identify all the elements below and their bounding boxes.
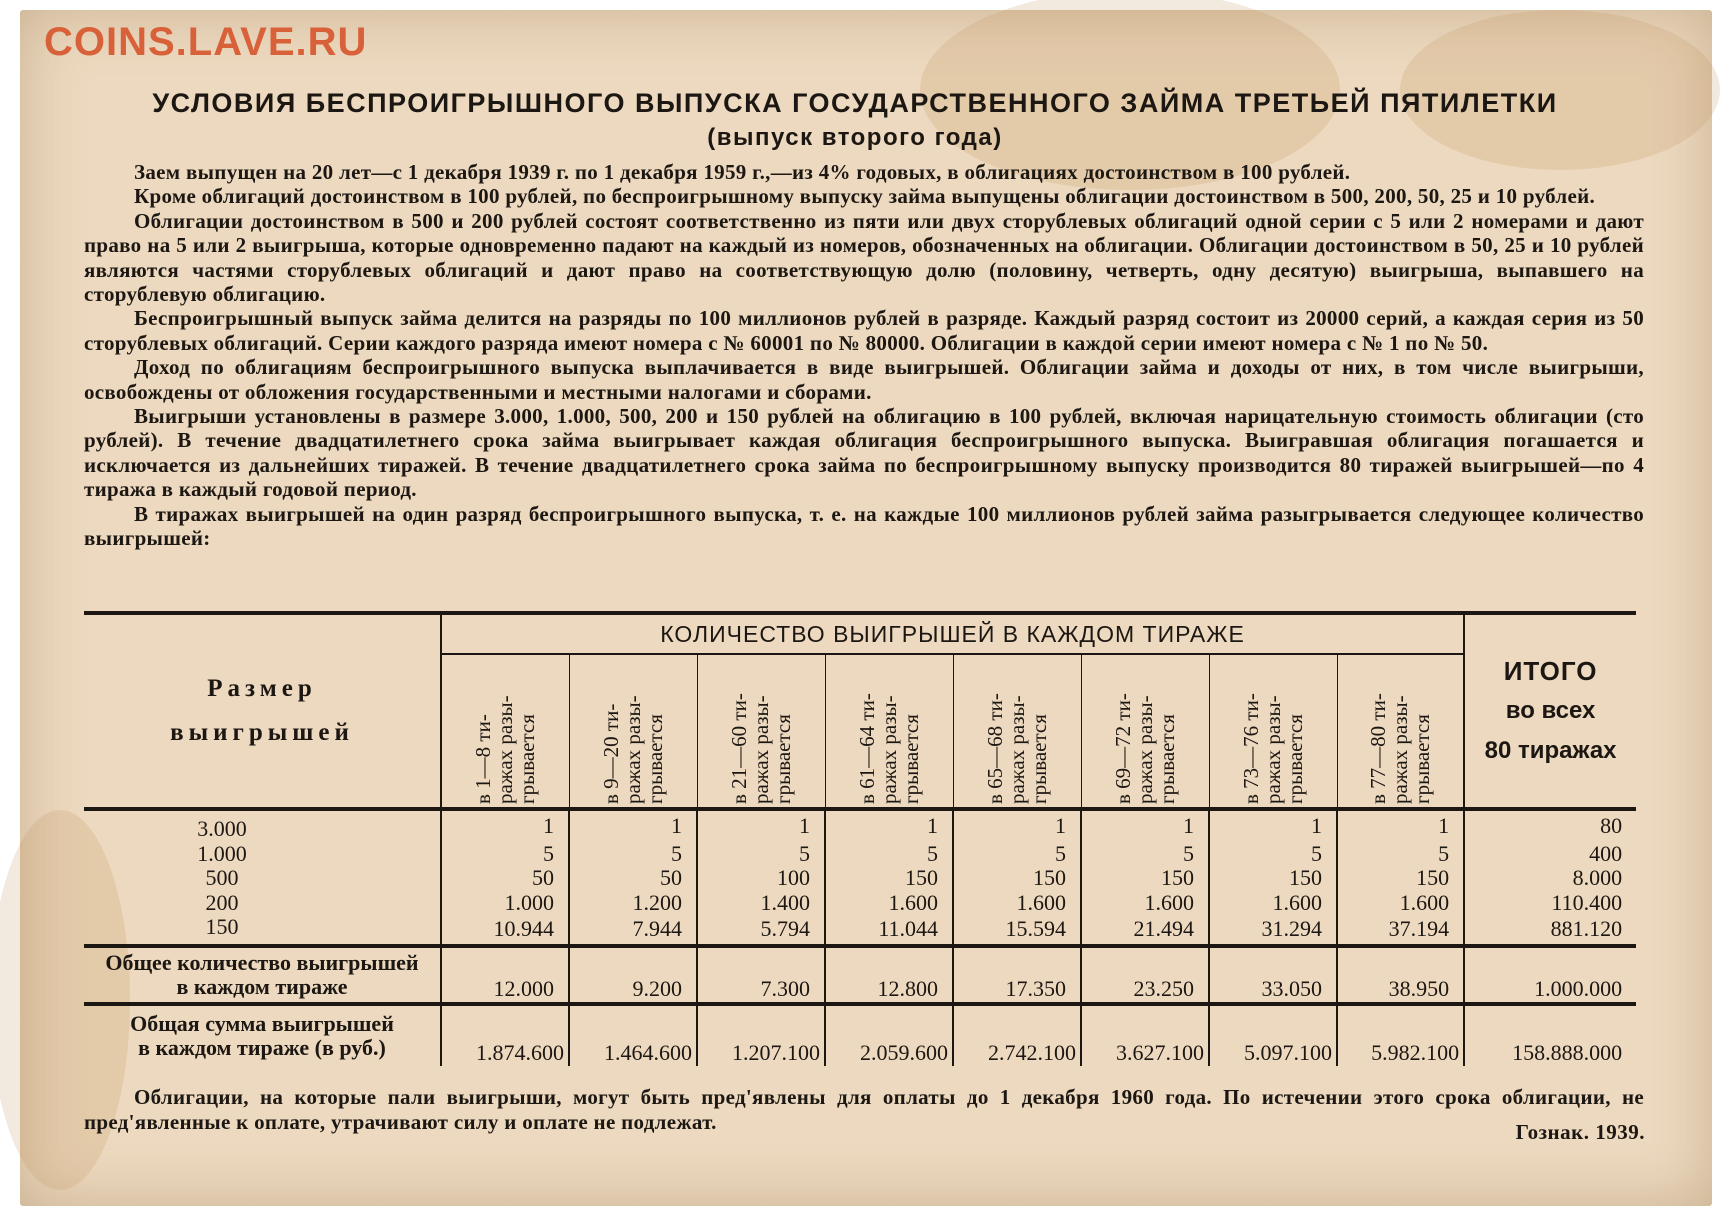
cell: 5 [441, 842, 569, 867]
total-cell: 80 [1600, 813, 1623, 838]
cell: 5 [1337, 842, 1464, 867]
total-cell: 158.888.000 [1512, 1040, 1623, 1065]
column-header: в 65—68 ти- ражах разы- грывается [953, 654, 1081, 809]
printer-imprint: Гознак. 1939. [1515, 1120, 1645, 1144]
cell: 150 [1337, 866, 1464, 891]
cell: 5 [569, 842, 697, 867]
total-cell: 110.400 [1551, 889, 1623, 915]
total-header-line: 80 тиражах [1484, 737, 1617, 764]
paragraph: Облигации достоинством в 500 и 200 рублей состоят соответственно из пяти или двух сторублевых облигаций одной серии с 5 или 2 номерами и дают право на 5 или 2 выигрыша, которые одновременно падают на каждый из номеров, обозначенных на облигации. Облигации достоинством в 50, 25 и 10 рублей являются частями сторублевых облигаций и дают право на соответствующую долю (половину, четверть, одну десятую) выигрыша, выпавшего на сторублевую облигацию. [84, 208, 1644, 307]
cell: 23.250 [1081, 946, 1209, 1004]
sum-row-label: Общая сумма выигрышей в каждом тираже (в руб.) [84, 1004, 441, 1066]
cell: 150 [1081, 866, 1209, 891]
cell: 1 [697, 809, 825, 842]
prize-size: 3.000 [84, 809, 441, 842]
cell: 1.600 [825, 891, 953, 916]
cell: 5 [953, 842, 1081, 867]
table-row [84, 809, 1636, 842]
cell: 50 [441, 866, 569, 891]
total-cell: 400 [1589, 840, 1623, 866]
cell: 11.044 [825, 915, 953, 946]
cell: 5.794 [697, 915, 825, 946]
cell: 1.600 [953, 891, 1081, 916]
total-cell: 881.120 [1550, 916, 1623, 941]
table-row [84, 915, 1636, 946]
cell: 1 [1209, 809, 1337, 842]
cell: 150 [825, 866, 953, 891]
prize-size: 150 [84, 915, 441, 946]
cell: 100 [697, 866, 825, 891]
total-header-line: ИТОГО [1503, 656, 1598, 686]
column-header: в 21—60 ти- ражах разы- грывается [697, 654, 825, 809]
total-cell: 1.000.000 [1534, 976, 1623, 1001]
total-header [1464, 613, 1636, 809]
cell: 1.200 [569, 891, 697, 916]
prize-rows [84, 809, 1636, 1066]
cell: 1 [825, 809, 953, 842]
size-header-line: Размер [207, 675, 317, 702]
cell: 7.300 [697, 946, 825, 1004]
size-header [84, 613, 441, 809]
cell: 5 [697, 842, 825, 867]
cell: 150 [953, 866, 1081, 891]
cell: 2.742.100 [953, 1004, 1081, 1066]
table-row [84, 891, 1636, 916]
column-header: в 1—8 ти- ражах разы- грывается [441, 654, 569, 809]
cell: 150 [1209, 866, 1337, 891]
cell: 50 [569, 866, 697, 891]
prize-table-wrap [84, 611, 1636, 1066]
paragraph: В тиражах выигрышей на один разряд беспроигрышного выпуска, т. е. на каждые 100 миллионов рублей займа разыгрывается следующее количество выигрышей: [84, 501, 1644, 551]
cell: 12.000 [441, 946, 569, 1004]
paragraph: Заем выпущен на 20 лет—с 1 декабря 1939 г. по 1 декабря 1959 г.,—из 4% годовых, в облигациях достоинством в 100 рублей. [134, 160, 1351, 184]
cell: 1.600 [1081, 891, 1209, 916]
cell: 1.000 [441, 891, 569, 916]
table-row [84, 842, 1636, 867]
cell: 1.600 [1209, 891, 1337, 916]
cell: 5 [825, 842, 953, 867]
cell: 3.627.100 [1081, 1004, 1209, 1066]
size-header-line: выигрышей [170, 719, 354, 746]
document-subtitle: (выпуск второго года) [707, 124, 1003, 151]
site-watermark: COINS.LAVE.RU [44, 20, 368, 64]
cell: 31.294 [1209, 915, 1337, 946]
cell: 1 [569, 809, 697, 842]
group-header: КОЛИЧЕСТВО ВЫИГРЫШЕЙ В КАЖДОМ ТИРАЖЕ [441, 613, 1464, 654]
column-header: в 77—80 ти- ражах разы- грывается [1366, 693, 1435, 804]
cell: 1.464.600 [569, 1004, 697, 1066]
cell: 7.944 [569, 915, 697, 946]
cell: 1.600 [1337, 891, 1464, 916]
total-header-line: во всех [1505, 697, 1596, 724]
count-row [84, 946, 1636, 1004]
paragraph: Кроме облигаций достоинством в 100 рублей, по беспроигрышному выпуску займа выпущены облигации достоинством в 500, 200, 50, 25 и 10 рублей. [134, 184, 1596, 209]
cell: 9.200 [569, 946, 697, 1004]
terms-text [84, 160, 1644, 551]
cell: 1.400 [697, 891, 825, 916]
document-title: УСЛОВИЯ БЕСПРОИГРЫШНОГО ВЫПУСКА ГОСУДАРСТВЕННОГО ЗАЙМА ТРЕТЬЕЙ ПЯТИЛЕТКИ [152, 88, 1558, 118]
column-header: в 61—64 ти- ражах разы- грывается [825, 654, 953, 809]
cell: 33.050 [1209, 946, 1337, 1004]
cell: 1 [1081, 809, 1209, 842]
cell: 1 [953, 809, 1081, 842]
footer-paragraph: Облигации, на которые пали выигрыши, могут быть пред'явлены для оплаты до 1 декабря 1960 года. По истечении этого срока облигации, не пред'явленные к оплате, утрачивают силу и оплате не подлежат. [84, 1085, 1644, 1134]
paragraph: Доход по облигациям беспроигрышного выпуска выплачивается в виде выигрышей. Облигации займа и доходы от них, в том числе выигрыши, освобождены от обложения государственными и местными налогами и сборами. [84, 355, 1644, 404]
paragraph: Беспроигрышный выпуск займа делится на разряды по 100 миллионов рублей в разряде. Каждый разряд состоит из 20000 серий, а каждая серия из 50 сторублевых облигаций. Серии каждого разряда имеют номера с № 60001 по № 80000. Облигации в каждой серии имеют номера с № 1 по № 50. [84, 306, 1644, 355]
column-header: в 73—76 ти- ражах разы- грывается [1209, 654, 1337, 809]
count-row-label: Общее количество выигрышей в каждом тираже [84, 946, 441, 1004]
prize-size: 200 [84, 891, 441, 916]
cell: 10.944 [441, 915, 569, 946]
cell: 5.097.100 [1209, 1004, 1337, 1066]
cell: 1.207.100 [697, 1004, 825, 1066]
cell: 1 [441, 809, 569, 842]
total-cell: 8.000 [1572, 865, 1623, 890]
cell: 5.982.100 [1337, 1004, 1464, 1066]
cell: 17.350 [953, 946, 1081, 1004]
sum-row [84, 1004, 1636, 1066]
cell: 21.494 [1081, 915, 1209, 946]
prize-size: 1.000 [84, 842, 441, 867]
cell: 5 [1081, 842, 1209, 867]
cell: 1 [1337, 809, 1464, 842]
prize-size: 500 [84, 866, 441, 891]
cell: 1.874.600 [441, 1004, 569, 1066]
column-header: в 69—72 ти- ражах разы- грывается [1081, 654, 1209, 809]
cell: 15.594 [953, 915, 1081, 946]
column-header: в 9—20 ти- ражах разы- грывается [569, 654, 697, 809]
table-row [84, 866, 1636, 891]
footer-text [84, 1085, 1644, 1135]
cell: 5 [1209, 842, 1337, 867]
cell: 37.194 [1337, 915, 1464, 946]
cell: 2.059.600 [825, 1004, 953, 1066]
paragraph: Выигрыши установлены в размере 3.000, 1.000, 500, 200 и 150 рублей на облигацию в 100 рублей, включая нарицательную стоимость облигации (сто рублей). В течение двадцатилетнего срока займа выигрывает каждая облигация беспроигрышного выпуска. Выигравшая облигация погашается и исключается из дальнейших тиражей. В течение двадцатилетнего срока займа по беспроигрышному выпуску производится 80 тиражей выигрышей—по 4 тиража в каждый годовой период. [84, 404, 1644, 502]
prize-table [84, 611, 1636, 1066]
cell: 12.800 [825, 946, 953, 1004]
cell: 38.950 [1337, 946, 1464, 1004]
